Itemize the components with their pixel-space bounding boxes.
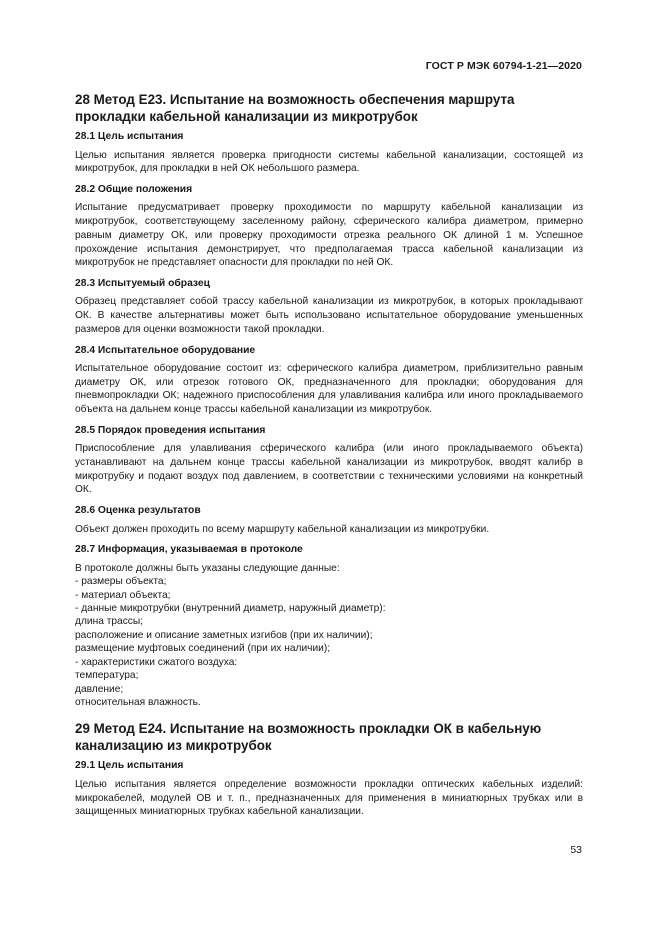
page-number: 53 <box>570 844 582 856</box>
subsection-29-1-heading: 29.1 Цель испытания <box>75 760 184 772</box>
subsection-28-4-text: Испытательное оборудование состоит из: сферического калибра диаметром, приблизительно равным диаметру ОК, или отрезок готового ОК, предназначенного для прокладки; оборудования для пневмопрокладки ОК; надежного приспособления для улавливания калибра или иного прокладываемого объекта на дальнем конце трассы кабельной канализации из микротрубок. <box>75 363 583 416</box>
list-item: - материал объекта; <box>75 589 171 601</box>
list-item: - размеры объекта; <box>75 576 167 588</box>
list-item: В протоколе должны быть указаны следующие данные: <box>75 562 340 574</box>
subsection-28-2-text: Испытание предусматривает проверку проходимости по маршруту кабельной канализации из микротрубок, соответствующему заселенному району, сферического калибра диаметром, примерно равным диаметру ОК, или проверку проходимости отрезка реального ОК длиной 1 м. Успешное прохождение испытания демонстрирует, что предполагаемая трасса кабельной канализации из микротрубок не представляет опасности для прокладки по ней ОК. <box>75 202 583 269</box>
list-item: расположение и описание заметных изгибов (при их наличии); <box>75 629 373 641</box>
page-content <box>75 92 583 826</box>
list-item: - данные микротрубки (внутренний диаметр, наружный диаметр): <box>75 603 386 615</box>
section-29-title: 29 Метод E24. Испытание на возможность прокладки ОК в кабельную канализацию из микротрубок <box>75 721 542 753</box>
standard-header: ГОСТ Р МЭК 60794-1-21—2020 <box>425 60 582 72</box>
list-item: давление; <box>75 683 124 695</box>
list-item: относительная влажность. <box>75 696 201 708</box>
subsection-28-5-heading: 28.5 Порядок проведения испытания <box>75 424 266 436</box>
list-item: длина трассы; <box>75 616 144 628</box>
subsection-28-1-text: Целью испытания является проверка пригодности системы кабельной канализации, состоящей из микротрубок, для прокладки в ней ОК небольшого размера. <box>75 149 583 175</box>
subsection-28-5-text: Приспособление для улавливания сферического калибра (или иного прокладываемого объекта) устанавливают на дальнем конце трассы кабельной канализации из микротрубок, вводят калибр в микротрубку и подают воздух под давлением, в соответствии с техническими условиями на конкретный ОК. <box>75 443 583 496</box>
subsection-28-3-heading: 28.3 Испытуемый образец <box>75 277 210 289</box>
section-28-title: 28 Метод E23. Испытание на возможность обеспечения маршрута прокладки кабельной канализации из микротрубок <box>75 92 515 124</box>
subsection-28-7-heading: 28.7 Информация, указываемая в протоколе <box>75 544 303 556</box>
list-item: - характеристики сжатого воздуха: <box>75 656 238 668</box>
subsection-28-3-text: Образец представляет собой трассу кабельной канализации из микротрубок, в которых прокладывают ОК. В качестве альтернативы может быть использовано испытательное оборудование уменьшенных размеров для оценки возможности такой прокладки. <box>75 296 583 335</box>
subsection-28-6-text: Объект должен проходить по всему маршруту кабельной канализации из микротрубки. <box>75 523 490 535</box>
list-item: температура; <box>75 670 139 682</box>
list-item: размещение муфтовых соединений (при их наличии); <box>75 643 331 655</box>
subsection-29-1-text: Целью испытания является определение возможности прокладки оптических кабельных изделий: микрокабелей, модулей ОВ и т. п., предназначенных для применения в миниатюрных трубках или в защищенных миниатюрных трубках кабельной канализации. <box>75 778 583 818</box>
subsection-28-2-heading: 28.2 Общие положения <box>75 183 193 195</box>
subsection-28-6-heading: 28.6 Оценка результатов <box>75 505 201 517</box>
subsection-28-1-heading: 28.1 Цель испытания <box>75 131 184 142</box>
report-info-list <box>75 562 583 709</box>
subsection-28-4-heading: 28.4 Испытательное оборудование <box>75 344 256 356</box>
